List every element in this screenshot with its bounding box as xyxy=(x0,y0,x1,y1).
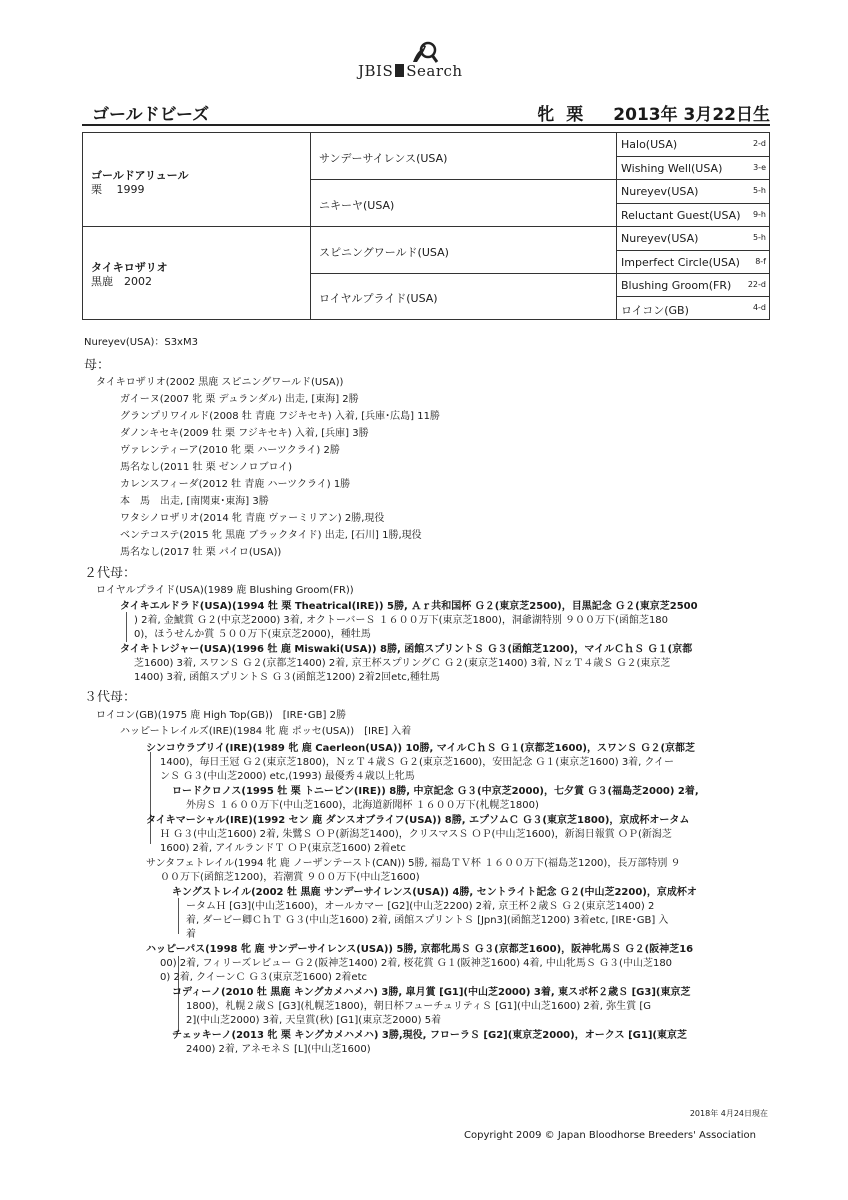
g2-name: ロイヤルプライド(USA) xyxy=(319,292,438,305)
inbreeding-note: Nureyev(USA)：S3xM3 xyxy=(84,337,198,348)
pedigree-sire xyxy=(83,133,311,227)
offspring-line: 馬名なし(2011 牡 栗 ゼンノロブロイ) xyxy=(120,462,293,473)
g3-name: Nureyev(USA) xyxy=(621,185,699,198)
pedigree-g3-cell xyxy=(617,133,769,157)
g3-name: Reluctant Guest(USA) xyxy=(621,208,741,222)
header-rule xyxy=(82,124,770,126)
pedigree-g2-cell xyxy=(311,180,617,227)
notable-offspring-line: ハッピーパス(1998 牝 鹿 サンデーサイレンス(USA)) 5勝, 京都牝馬Ｓ Ｇ３(京都芝1600)，阪神牝馬Ｓ Ｇ２(阪神芝16 xyxy=(146,944,694,955)
pedigree-g3-cell xyxy=(617,157,769,181)
g2-name: サンデーサイレンス(USA) xyxy=(319,152,448,165)
offspring-line: ダノンキセキ(2009 牡 栗 フジキセキ) 入着, [兵庫] 3勝 xyxy=(120,428,369,439)
offspring-line: ヴァレンティーア(2010 牝 栗 ハーツクライ) 2勝 xyxy=(120,445,340,456)
family-number: 8-f xyxy=(755,256,766,266)
g2-name: ニキーヤ(USA) xyxy=(319,199,395,212)
notable-offspring-line: チェッキーノ(2013 牝 栗 キングカメハメハ) 3勝,現役, フローラＳ [G2](東京芝2000)，オークス [G1](東京芝 xyxy=(172,1030,687,1041)
notable-offspring-line: タイキトレジャー(USA)(1996 牡 鹿 Miswaki(USA)) 8勝, 函館スプリントＳ Ｇ３(函館芝1200)，マイルＣｈＳ Ｇ１(京都 xyxy=(120,644,693,655)
family-number: 22-d xyxy=(747,280,766,289)
g3-name: Halo(USA) xyxy=(621,138,678,151)
g3dam-line: ロイコン(GB)(1975 鹿 High Top(GB)) [IRE･GB] 2勝 xyxy=(96,710,346,721)
notable-offspring-line: 0) 2着, クイーンＣ Ｇ３(東京芝1600) 2着etc xyxy=(160,972,368,983)
horse-color: 栗 xyxy=(566,105,584,125)
offspring-line: 馬名なし(2017 牡 栗 パイロ(USA)) xyxy=(120,547,282,558)
pedigree-g3-cell xyxy=(617,180,769,204)
notable-offspring-line: 芝1600) 3着, スワンＳ Ｇ２(京都芝1400) 2着, 京王杯スプリングＣ Ｇ２(東京芝1400) 3着, ＮｚＴ４歳Ｓ Ｇ２(東京芝 xyxy=(134,658,671,669)
notable-offspring-line: ータムＨ [G3](中山芝1600)，オールカマー [G2](中山芝2200) 2着, 京王杯２歳Ｓ Ｇ２(東京芝1400) 2 xyxy=(186,901,655,912)
g2-name: スピニングワールド(USA) xyxy=(319,246,449,259)
g2dam-line: ロイヤルプライド(USA)(1989 鹿 Blushing Groom(FR)) xyxy=(96,585,354,596)
section-dam-heading: 母： xyxy=(84,358,111,373)
pedigree-g3-cell xyxy=(617,251,769,275)
notable-offspring-line: 2400) 2着, アネモネＳ [L](中山芝1600) xyxy=(186,1044,371,1055)
notable-offspring-line: ) 2着, 金鯱賞 Ｇ２(中京芝2000) 3着, オクトーバーＳ １６００万下(東京芝1800)，洞爺湖特別 ９００万下(函館芝180 xyxy=(134,615,669,626)
offspring-line: ワタシノロザリオ(2014 牝 青鹿 ヴァーミリアン) 2勝,現役 xyxy=(120,513,385,524)
g3-name: ロイコン(GB) xyxy=(621,304,689,317)
notable-offspring-line: ロードクロノス(1995 牡 栗 トニービン(IRE)) 8勝, 中京記念 Ｇ３(中京芝2000)，七夕賞 Ｇ３(福島芝2000) 2着, xyxy=(172,786,699,797)
pedigree-dam xyxy=(83,227,311,319)
notable-offspring-line: ンＳ Ｇ３(中山芝2000) etc,(1993) 最優秀４歳以上牝馬 xyxy=(160,771,415,782)
offspring-line: 本 馬 出走, [南関東･東海] 3勝 xyxy=(120,496,269,507)
family-number: 3-e xyxy=(753,162,766,172)
family-number: 2-d xyxy=(752,139,766,148)
dam-line: タイキロザリオ(2002 黒鹿 スピニングワールド(USA)) xyxy=(96,377,344,388)
g3-name: Wishing Well(USA) xyxy=(621,161,723,175)
notable-offspring-line: シンコウラブリイ(IRE)(1989 牝 鹿 Caerleon(USA)) 10勝, マイルＣｈＳ Ｇ１(京都芝1600)，スワンＳ Ｇ２(京都芝 xyxy=(146,743,696,754)
notable-offspring-line: タイキマーシャル(IRE)(1992 セン 鹿 ダンスオブライフ(USA)) 8勝, エプソムＣ Ｇ３(東京芝1800)，京成杯オータム xyxy=(146,815,690,826)
offspring-line: ガイーヌ(2007 牝 栗 デュランダル) 出走, [東海] 2勝 xyxy=(120,394,359,405)
g3-name: Blushing Groom(FR) xyxy=(621,279,732,292)
notable-offspring-line: タイキエルドラド(USA)(1994 牡 栗 Theatrical(IRE)) 5勝, Ａｒ共和国杯 Ｇ２(東京芝2500)，目黒記念 Ｇ２(東京芝2500 xyxy=(120,601,698,612)
notable-offspring-line: 1400)，毎日王冠 Ｇ２(東京芝1800)，ＮｚＴ４歳Ｓ Ｇ２(東京芝1600)，安田記念 Ｇ１(東京芝1600) 3着, クイー xyxy=(160,757,675,768)
logo-wordmark: JBIS Search xyxy=(358,62,463,80)
tree-connector xyxy=(150,752,151,844)
family-number: 5-h xyxy=(752,186,766,195)
horse-birth: 2013年 3月22日生 xyxy=(613,105,770,125)
offspring-line: ベンテコステ(2015 牝 黒鹿 ブラックタイド) 出走, [石川] 1勝,現役 xyxy=(120,530,422,541)
notable-offspring-line: 0)，ほうせんか賞 ５００万下(東京芝2000)，種牡馬 xyxy=(134,629,371,640)
tree-connector xyxy=(178,898,179,934)
dam-name: タイキロザリオ xyxy=(91,261,168,274)
notable-offspring-line: 00) 2着, フィリーズレビュー Ｇ２(阪神芝1400) 2着, 桜花賞 Ｇ１(阪神芝1600) 4着, 中山牝馬Ｓ Ｇ３(中山芝180 xyxy=(160,958,673,969)
pedigree-g3-cell xyxy=(617,274,769,297)
section-g3dam-heading: ３代母： xyxy=(84,690,137,705)
pedigree-g2-cell xyxy=(311,227,617,274)
section-g2dam-heading: ２代母： xyxy=(84,566,137,581)
horse-profile xyxy=(525,100,770,125)
notable-offspring-line: 1400) 3着, 函館スプリントＳ Ｇ３(函館芝1200) 2着2回etc,種牡馬 xyxy=(134,672,440,683)
notable-offspring-line: キングストレイル(2002 牡 黒鹿 サンデーサイレンス(USA)) 4勝, セントライト記念 Ｇ２(中山芝2200)，京成杯オ xyxy=(172,887,697,898)
g3-name: Imperfect Circle(USA) xyxy=(621,255,740,269)
family-line: サンタフェトレイル(1994 牝 鹿 ノーザンテースト(CAN)) 5勝, 福島ＴＶ杯 １６００万下(福島芝1200)，長万部特別 ９ xyxy=(146,858,681,869)
notable-offspring-line: 1600) 2着, アイルランドＴ ＯＰ(東京芝1600) 2着etc xyxy=(160,843,406,854)
dam-info: 黒鹿 2002 xyxy=(91,275,152,288)
notable-offspring-line: コディーノ(2010 牡 黒鹿 キングカメハメハ) 3勝, 皐月賞 [G1](中山芝2000) 3着, 東スポ杯２歳Ｓ [G3](東京芝 xyxy=(172,987,691,998)
sire-name: ゴールドアリュール xyxy=(91,169,189,182)
pedigree-table xyxy=(82,132,770,320)
family-line: ００万下(函館芝1200)，若潮賞 ９００万下(中山芝1600) xyxy=(160,872,420,883)
horse-name: ゴールドビーズ xyxy=(92,105,210,125)
horse-sex: 牝 xyxy=(537,105,555,125)
offspring-line: カレンスフィーダ(2012 牡 青鹿 ハーツクライ) 1勝 xyxy=(120,479,351,490)
notable-offspring-line: 外房Ｓ １６００万下(中山芝1600)，北海道新聞杯 １６００万下(札幌芝1800) xyxy=(186,800,539,811)
pedigree-g3-cell xyxy=(617,227,769,251)
notable-offspring-line: 着, ダービー卿ＣｈＴ Ｇ３(中山芝1600) 2着, 函館スプリントＳ [Jpn3](函館芝1200) 3着etc, [IRE･GB] 入 xyxy=(186,915,669,926)
notable-offspring-line: 1800)，札幌２歳Ｓ [G3](札幌芝1800)，朝日杯フューチュリティＳ [G1](中山芝1600) 2着, 弥生賞 [G xyxy=(186,1001,651,1012)
notable-offspring-line: 2](中山芝2000) 3着, 天皇賞(秋) [G1](東京芝2000) 5着 xyxy=(186,1015,442,1026)
as-of-date: 2018年 4月24日現在 xyxy=(689,1109,768,1118)
family-number: 5-h xyxy=(752,233,766,242)
pedigree-g3-cell xyxy=(617,297,769,319)
g3-name: Nureyev(USA) xyxy=(621,232,699,245)
tree-connector xyxy=(126,612,127,642)
sire-info: 栗 1999 xyxy=(91,183,145,196)
pedigree-g2-cell xyxy=(311,133,617,180)
family-line: ハッピートレイルズ(IRE)(1984 牝 鹿 ポッセ(USA)) [IRE] 入着 xyxy=(120,726,412,737)
family-number: 4-d xyxy=(752,303,766,312)
notable-offspring-line: Ｈ Ｇ３(中山芝1600) 2着, 朱鷺Ｓ ＯＰ(新潟芝1400)，クリスマスＳ ＯＰ(中山芝1600)，新潟日報賞 ＯＰ(新潟芝 xyxy=(160,829,672,840)
notable-offspring-line: 着 xyxy=(186,929,196,940)
jbis-logo xyxy=(358,40,490,86)
copyright: Copyright 2009 © Japan Bloodhorse Breeders' Association xyxy=(464,1130,756,1141)
pedigree-g2-cell xyxy=(311,274,617,319)
offspring-line: グランプリワイルド(2008 牡 青鹿 フジキセキ) 入着, [兵庫･広島] 11勝 xyxy=(120,411,440,422)
family-number: 9-h xyxy=(752,209,766,219)
pedigree-g3-cell xyxy=(617,204,769,228)
